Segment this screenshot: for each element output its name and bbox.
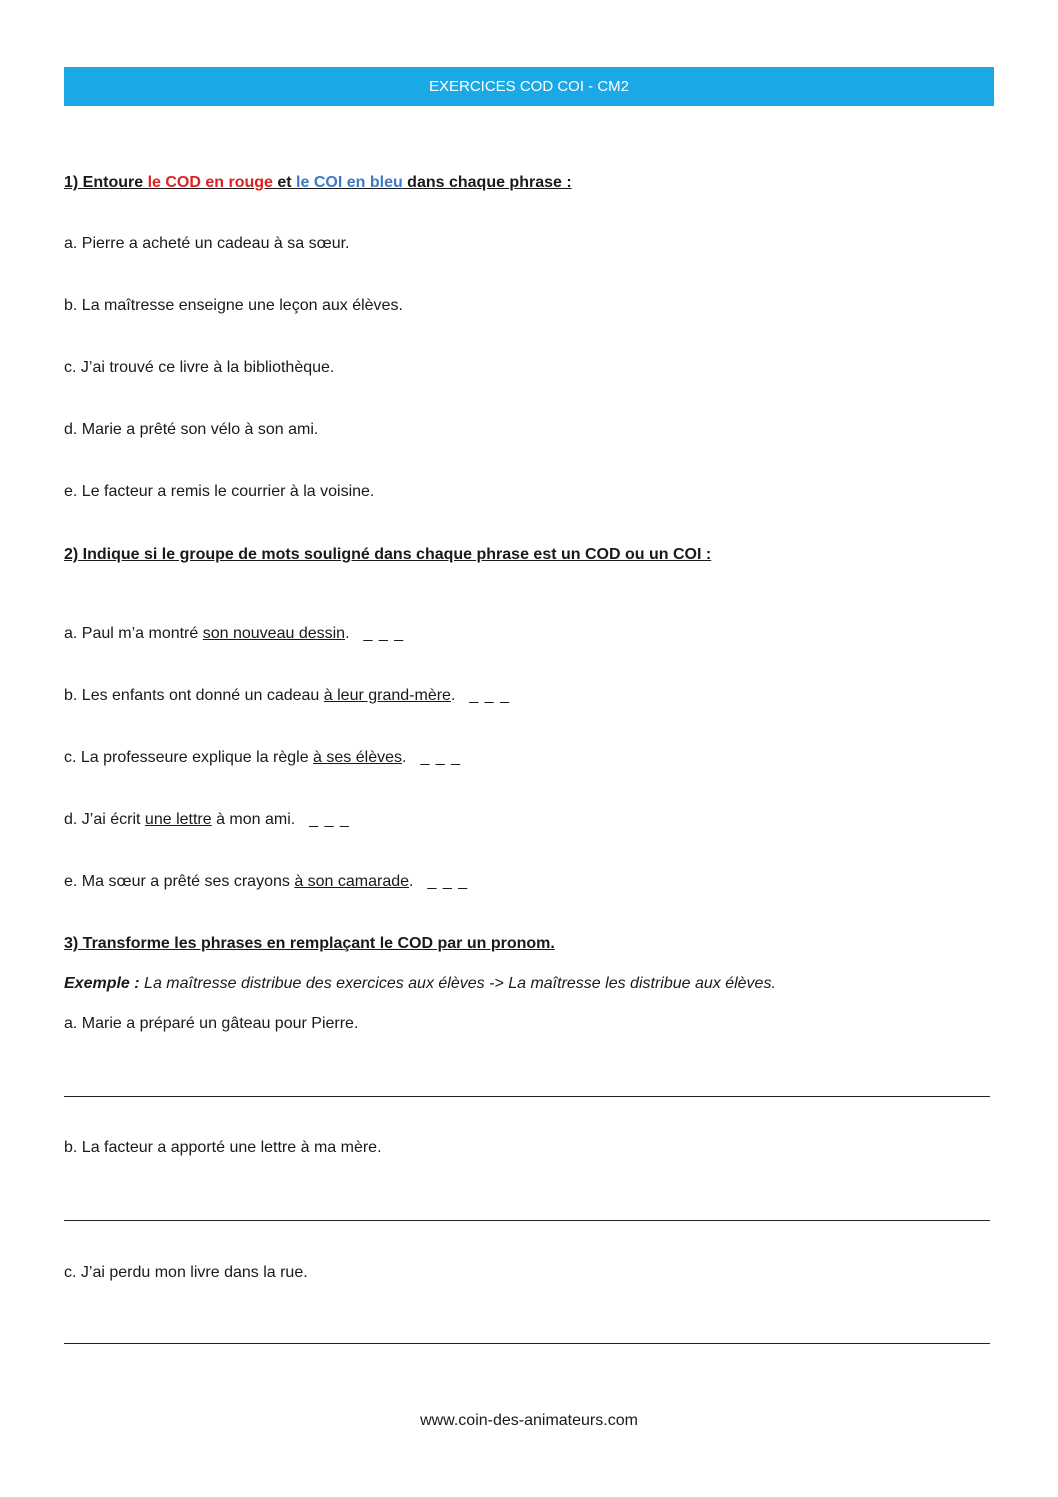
item-text-end: . <box>409 873 414 890</box>
footer-url: www.coin-des-animateurs.com <box>420 1412 638 1429</box>
exercise-2-item <box>64 748 461 768</box>
underlined-group: son nouveau dessin <box>202 625 346 642</box>
page-title: EXERCICES COD COI - CM2 <box>428 78 630 95</box>
exercise-1-title-prefix: 1) Entoure <box>64 174 148 191</box>
item-text: d. J’ai écrit <box>64 811 145 828</box>
item-text: e. Ma sœur a prêté ses crayons <box>64 873 295 890</box>
exercise-1-sentence: a. Pierre a acheté un cadeau à sa sœur. <box>64 235 350 252</box>
underlined-group: à leur grand-mère <box>323 687 451 704</box>
exercise-3-sentence: b. La facteur a apporté une lettre à ma mère. <box>64 1139 382 1156</box>
example-text: La maîtresse distribue des exercices aux élèves -> La maîtresse les distribue aux élèves. <box>139 975 776 992</box>
answer-blank[interactable]: _ _ _ <box>469 687 510 704</box>
item-text: a. Paul m’a montré <box>64 625 203 642</box>
item-text-end: à mon ami. <box>211 811 296 828</box>
answer-line[interactable] <box>64 1343 990 1344</box>
item-text-end: . <box>401 749 407 766</box>
underlined-group: à ses élèves <box>313 749 402 766</box>
item-text-end: . <box>345 625 350 642</box>
answer-line[interactable] <box>64 1220 990 1221</box>
coi-blue-label: le COI en bleu <box>296 174 403 191</box>
exercise-3-title: 3) Transforme les phrases en remplaçant le COD par un pronom. <box>64 935 555 952</box>
exercise-3-sentence: a. Marie a préparé un gâteau pour Pierre. <box>64 1015 359 1032</box>
exercise-2-item <box>64 624 404 644</box>
exercise-2-item <box>64 872 468 892</box>
answer-blank[interactable]: _ _ _ <box>427 873 469 890</box>
exercise-1-title <box>64 173 572 193</box>
exercise-2-item <box>64 686 510 706</box>
exercise-1-sentence: c. J’ai trouvé ce livre à la bibliothèque. <box>64 359 335 376</box>
exercise-2-item <box>64 810 350 830</box>
cod-red-label: le COD en rouge <box>147 174 273 191</box>
exercise-1-title-mid: et <box>272 174 297 191</box>
underlined-group: une lettre <box>144 811 212 828</box>
exercise-1-sentence: b. La maîtresse enseigne une leçon aux élèves. <box>64 297 403 314</box>
header-banner <box>64 67 994 106</box>
exercise-2-title: 2) Indique si le groupe de mots souligné dans chaque phrase est un COD ou un COI : <box>64 546 712 563</box>
example-label: Exemple : <box>64 975 140 992</box>
item-text: c. La professeure explique la règle <box>64 749 314 766</box>
answer-blank[interactable]: _ _ _ <box>420 749 462 766</box>
exercise-1-title-suffix: dans chaque phrase : <box>402 174 572 191</box>
answer-blank[interactable]: _ _ _ <box>363 625 405 642</box>
exercise-3-example <box>64 974 776 994</box>
item-text-end: . <box>450 687 456 704</box>
underlined-group: à son camarade <box>294 873 410 890</box>
answer-blank[interactable]: _ _ _ <box>309 811 350 828</box>
item-text: b. Les enfants ont donné un cadeau <box>64 687 324 704</box>
exercise-1-sentence: e. Le facteur a remis le courrier à la voisine. <box>64 483 375 500</box>
answer-line[interactable] <box>64 1096 990 1097</box>
exercise-1-sentence: d. Marie a prêté son vélo à son ami. <box>64 421 319 438</box>
exercise-3-sentence: c. J’ai perdu mon livre dans la rue. <box>64 1264 308 1281</box>
